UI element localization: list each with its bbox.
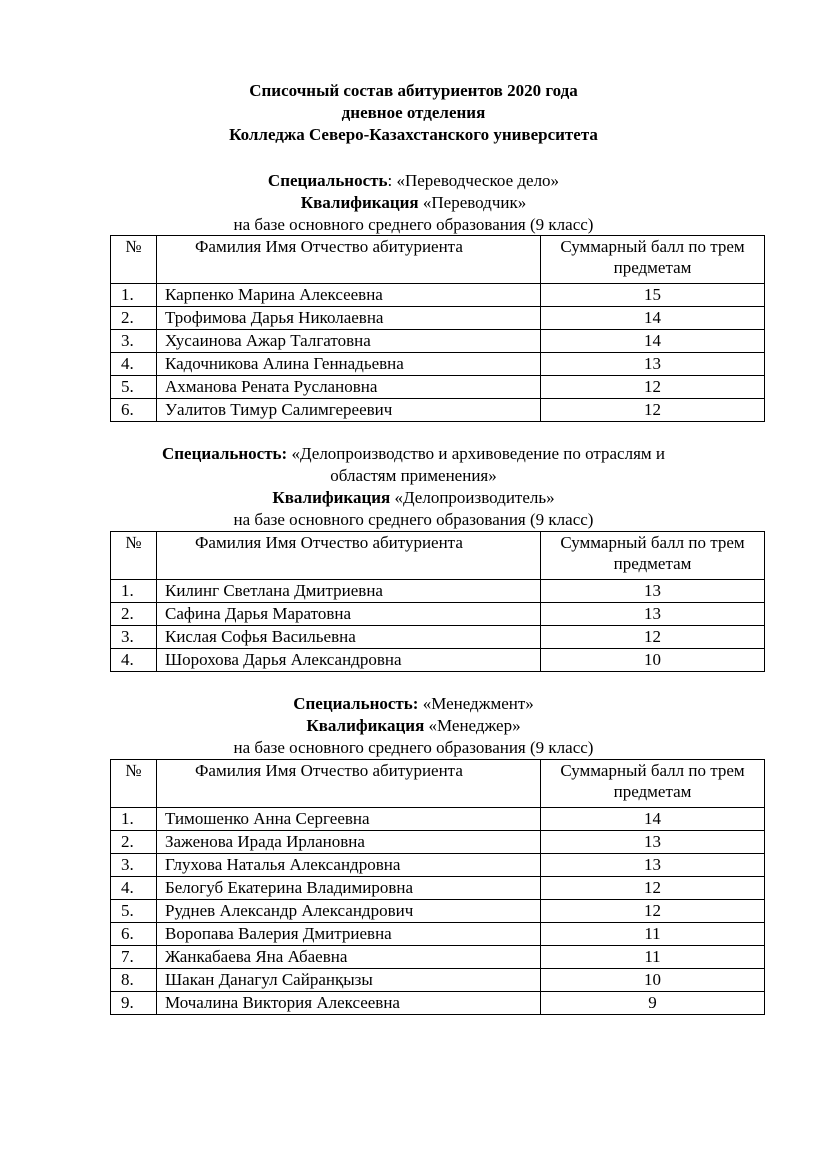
row-number: 3. bbox=[111, 854, 157, 877]
row-number: 2. bbox=[111, 603, 157, 626]
specialty-line-continued: областям применения» bbox=[330, 466, 497, 485]
document-title bbox=[0, 80, 827, 146]
section-records-management bbox=[0, 443, 827, 531]
table-row bbox=[111, 877, 765, 900]
title-line-3: Колледжа Северо-Казахстанского университета bbox=[229, 125, 598, 144]
row-number: 6. bbox=[111, 399, 157, 422]
row-name: Хусаинова Ажар Талгатовна bbox=[157, 330, 541, 353]
section-management bbox=[0, 693, 827, 759]
row-score: 15 bbox=[541, 284, 765, 307]
specialty-value: : «Переводческое дело» bbox=[387, 171, 560, 190]
table-header-row bbox=[111, 236, 765, 284]
qualification-value: «Менеджер» bbox=[424, 716, 521, 735]
row-number: 5. bbox=[111, 376, 157, 399]
title-line-2: дневное отделения bbox=[341, 103, 486, 122]
section-header bbox=[0, 170, 827, 236]
row-number: 4. bbox=[111, 877, 157, 900]
row-name: Жанкабаева Яна Абаевна bbox=[157, 946, 541, 969]
qualification-line bbox=[0, 487, 827, 509]
table-row bbox=[111, 808, 765, 831]
table-row bbox=[111, 603, 765, 626]
row-name: Воропава Валерия Дмитриевна bbox=[157, 923, 541, 946]
row-number: 4. bbox=[111, 649, 157, 672]
row-score: 13 bbox=[541, 854, 765, 877]
row-name: Тимошенко Анна Сергеевна bbox=[157, 808, 541, 831]
table-row bbox=[111, 946, 765, 969]
applicants-table bbox=[110, 759, 765, 1015]
row-name: Кадочникова Алина Геннадьевна bbox=[157, 353, 541, 376]
row-name: Мочалина Виктория Алексеевна bbox=[157, 992, 541, 1015]
column-header-name: Фамилия Имя Отчество абитуриента bbox=[157, 532, 541, 580]
section-header bbox=[0, 693, 827, 759]
row-score: 12 bbox=[541, 877, 765, 900]
table-row bbox=[111, 353, 765, 376]
row-score: 11 bbox=[541, 946, 765, 969]
table-row bbox=[111, 831, 765, 854]
column-header-score: Суммарный балл по трем предметам bbox=[541, 236, 765, 284]
table-row bbox=[111, 923, 765, 946]
row-name: Заженова Ирада Ирлановна bbox=[157, 831, 541, 854]
table-row bbox=[111, 284, 765, 307]
education-basis: на базе основного среднего образования (9 класс) bbox=[233, 510, 594, 529]
specialty-label: Специальность: bbox=[293, 694, 419, 713]
table-row bbox=[111, 649, 765, 672]
row-score: 14 bbox=[541, 330, 765, 353]
row-number: 1. bbox=[111, 580, 157, 603]
row-name: Шакан Данагул Сайранқызы bbox=[157, 969, 541, 992]
section-header bbox=[0, 443, 827, 531]
column-header-name: Фамилия Имя Отчество абитуриента bbox=[157, 760, 541, 808]
table-header-row bbox=[111, 760, 765, 808]
specialty-label: Специальность: bbox=[161, 444, 288, 463]
row-score: 13 bbox=[541, 603, 765, 626]
row-score: 12 bbox=[541, 626, 765, 649]
row-name: Трофимова Дарья Николаевна bbox=[157, 307, 541, 330]
row-score: 14 bbox=[541, 307, 765, 330]
column-header-score: Суммарный балл по трем предметам bbox=[541, 532, 765, 580]
row-name: Белогуб Екатерина Владимировна bbox=[157, 877, 541, 900]
qualification-value: «Делопроизводитель» bbox=[390, 488, 555, 507]
row-name: Килинг Светлана Дмитриевна bbox=[157, 580, 541, 603]
row-name: Сафина Дарья Маратовна bbox=[157, 603, 541, 626]
row-score: 9 bbox=[541, 992, 765, 1015]
row-number: 7. bbox=[111, 946, 157, 969]
row-score: 10 bbox=[541, 649, 765, 672]
row-number: 3. bbox=[111, 626, 157, 649]
row-number: 4. bbox=[111, 353, 157, 376]
qualification-label: Квалификация bbox=[300, 193, 419, 212]
specialty-line bbox=[0, 693, 827, 715]
row-name: Шорохова Дарья Александровна bbox=[157, 649, 541, 672]
table-row bbox=[111, 580, 765, 603]
qualification-label: Квалификация bbox=[272, 488, 391, 507]
specialty-line bbox=[0, 170, 827, 192]
applicants-table bbox=[110, 235, 765, 422]
specialty-line bbox=[0, 443, 827, 465]
row-name: Руднев Александр Александрович bbox=[157, 900, 541, 923]
row-score: 13 bbox=[541, 580, 765, 603]
row-score: 13 bbox=[541, 353, 765, 376]
education-basis: на базе основного среднего образования (9 класс) bbox=[233, 738, 594, 757]
column-header-number: № bbox=[111, 760, 157, 808]
table-header-row bbox=[111, 532, 765, 580]
row-score: 14 bbox=[541, 808, 765, 831]
qualification-line bbox=[0, 715, 827, 737]
row-score: 13 bbox=[541, 831, 765, 854]
specialty-value: «Менеджмент» bbox=[418, 694, 534, 713]
table-row bbox=[111, 330, 765, 353]
table-row bbox=[111, 854, 765, 877]
row-score: 12 bbox=[541, 399, 765, 422]
qualification-value: «Переводчик» bbox=[418, 193, 527, 212]
row-score: 11 bbox=[541, 923, 765, 946]
row-name: Глухова Наталья Александровна bbox=[157, 854, 541, 877]
row-number: 2. bbox=[111, 307, 157, 330]
table-row bbox=[111, 626, 765, 649]
specialty-value: «Делопроизводство и архивоведение по отраслям и bbox=[287, 444, 666, 463]
row-score: 12 bbox=[541, 376, 765, 399]
row-name: Ахманова Рената Руслановна bbox=[157, 376, 541, 399]
table-row bbox=[111, 399, 765, 422]
table-row bbox=[111, 969, 765, 992]
specialty-label: Специальность bbox=[267, 171, 388, 190]
column-header-name: Фамилия Имя Отчество абитуриента bbox=[157, 236, 541, 284]
column-header-score: Суммарный балл по трем предметам bbox=[541, 760, 765, 808]
column-header-number: № bbox=[111, 532, 157, 580]
table-row bbox=[111, 900, 765, 923]
section-translation bbox=[0, 170, 827, 236]
row-name: Кислая Софья Васильевна bbox=[157, 626, 541, 649]
row-name: Карпенко Марина Алексеевна bbox=[157, 284, 541, 307]
education-basis: на базе основного среднего образования (9 класс) bbox=[233, 215, 594, 234]
row-number: 2. bbox=[111, 831, 157, 854]
qualification-line bbox=[0, 192, 827, 214]
title-line-1: Списочный состав абитуриентов 2020 года bbox=[249, 81, 578, 100]
column-header-number: № bbox=[111, 236, 157, 284]
table-row bbox=[111, 992, 765, 1015]
table-row bbox=[111, 376, 765, 399]
table-row bbox=[111, 307, 765, 330]
qualification-label: Квалификация bbox=[306, 716, 425, 735]
row-number: 5. bbox=[111, 900, 157, 923]
row-number: 3. bbox=[111, 330, 157, 353]
row-score: 10 bbox=[541, 969, 765, 992]
row-number: 9. bbox=[111, 992, 157, 1015]
applicants-table bbox=[110, 531, 765, 672]
row-number: 1. bbox=[111, 284, 157, 307]
row-number: 6. bbox=[111, 923, 157, 946]
row-number: 1. bbox=[111, 808, 157, 831]
row-number: 8. bbox=[111, 969, 157, 992]
row-name: Уалитов Тимур Салимгереевич bbox=[157, 399, 541, 422]
row-score: 12 bbox=[541, 900, 765, 923]
